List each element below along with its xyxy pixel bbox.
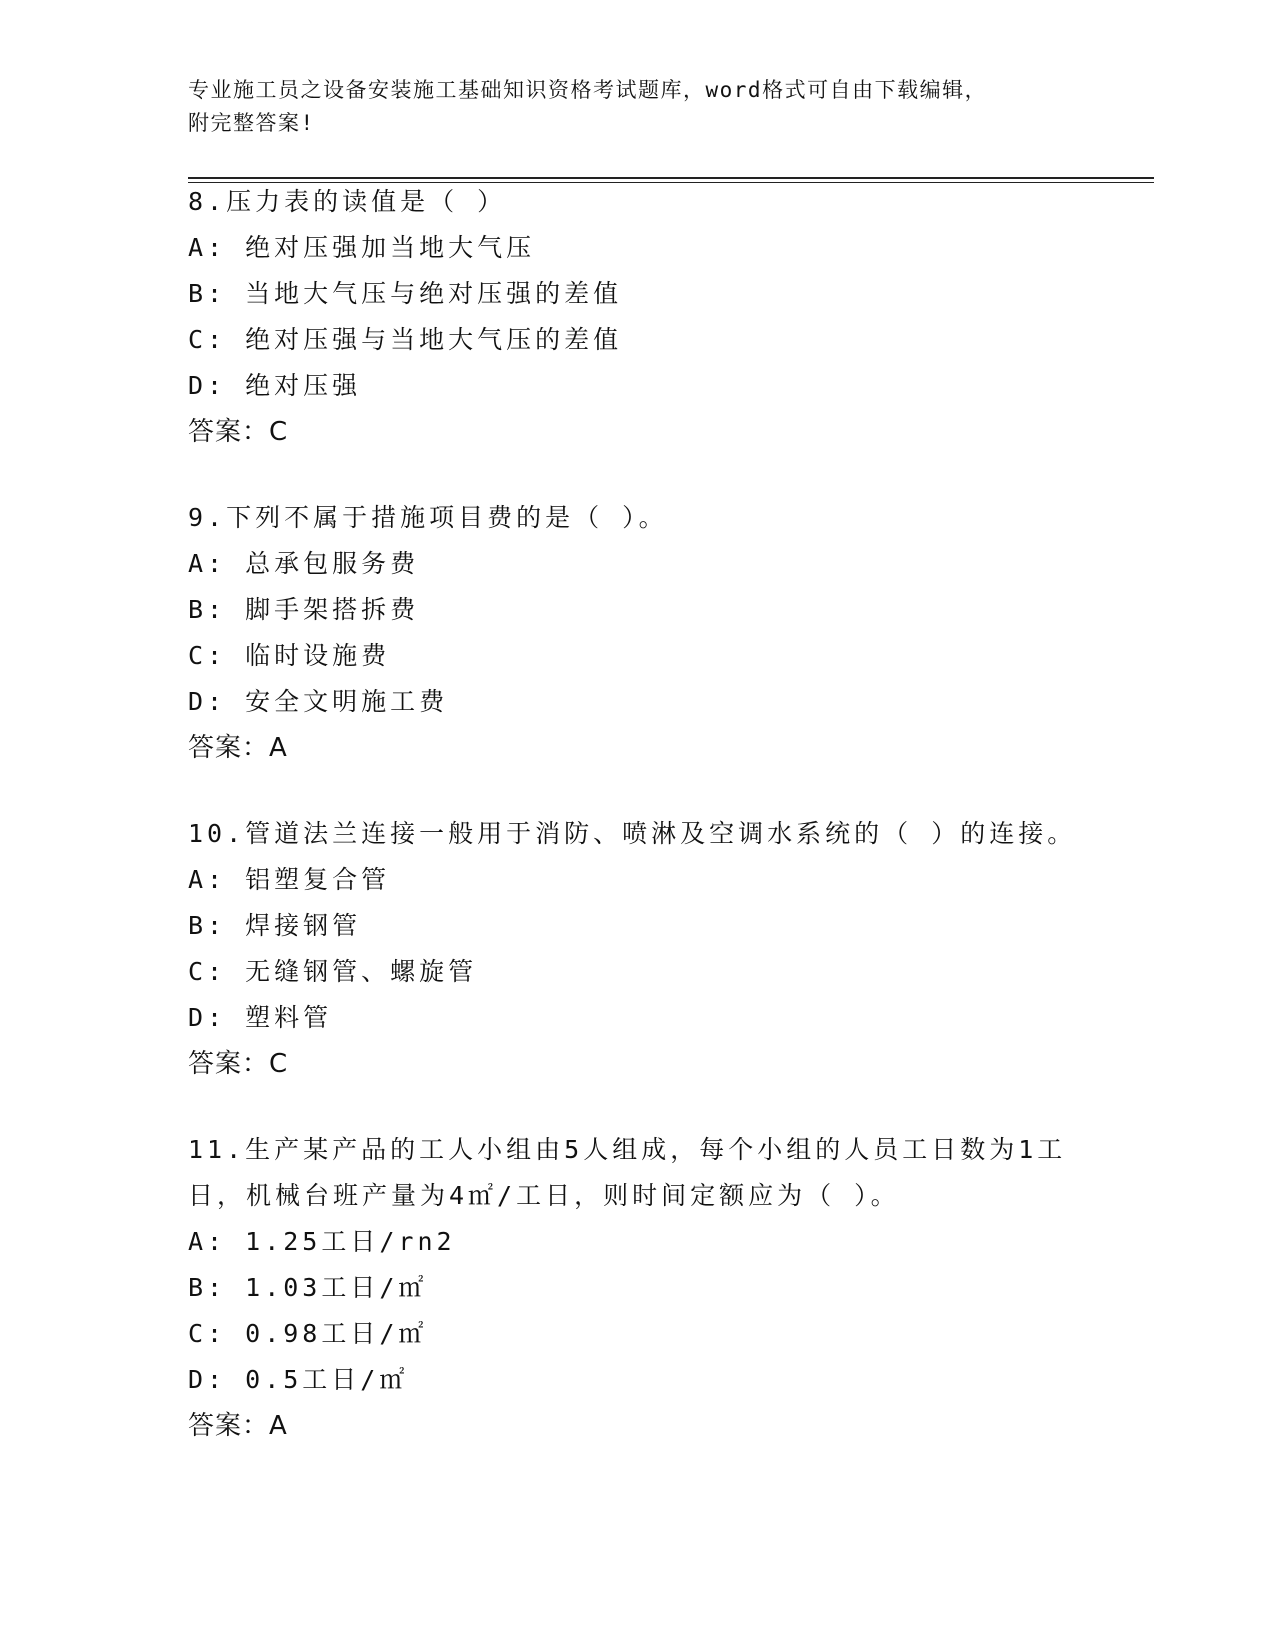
question-stem: 10.管道法兰连接一般用于消防、喷淋及空调水系统的（ ）的连接。 bbox=[188, 819, 1077, 848]
option-a: A: 铝塑复合管 bbox=[188, 865, 391, 894]
option-b: B: 当地大气压与绝对压强的差值 bbox=[188, 279, 623, 308]
header-line-2: 附完整答案! bbox=[188, 111, 315, 135]
option-a: A: 绝对压强加当地大气压 bbox=[188, 233, 536, 262]
question-stem: 8.压力表的读值是（ ） bbox=[188, 187, 507, 216]
option-b: B: 脚手架搭拆费 bbox=[188, 595, 420, 624]
question-block bbox=[188, 179, 1088, 455]
option-b: B: 1.03工日/㎡ bbox=[188, 1273, 428, 1302]
document-header bbox=[188, 74, 1068, 140]
answer-line: 答案：C bbox=[188, 1049, 289, 1079]
question-block bbox=[188, 811, 1088, 1087]
option-d: D: 安全文明施工费 bbox=[188, 687, 449, 716]
question-block bbox=[188, 1127, 1088, 1449]
question-stem-line-2: 日，机械台班产量为4㎡/工日，则时间定额应为（ ）。 bbox=[188, 1181, 900, 1210]
option-d: D: 塑料管 bbox=[188, 1003, 333, 1032]
option-b: B: 焊接钢管 bbox=[188, 911, 362, 940]
answer-line: 答案：A bbox=[188, 1411, 288, 1441]
question-stem: 9.下列不属于措施项目费的是（ ）。 bbox=[188, 503, 668, 532]
option-d: D: 绝对压强 bbox=[188, 371, 362, 400]
question-stem-line-1: 11.生产某产品的工人小组由5人组成，每个小组的人员工日数为1工 bbox=[188, 1135, 1067, 1164]
question-block bbox=[188, 495, 1088, 771]
option-a: A: 总承包服务费 bbox=[188, 549, 420, 578]
option-c: C: 临时设施费 bbox=[188, 641, 391, 670]
option-c: C: 0.98工日/㎡ bbox=[188, 1319, 428, 1348]
answer-line: 答案：C bbox=[188, 417, 289, 447]
answer-line: 答案：A bbox=[188, 733, 288, 763]
header-line-1: 专业施工员之设备安装施工基础知识资格考试题库，word格式可自由下载编辑， bbox=[188, 78, 988, 102]
option-d: D: 0.5工日/㎡ bbox=[188, 1365, 409, 1394]
option-a: A: 1.25工日/rn2 bbox=[188, 1227, 456, 1256]
option-c: C: 无缝钢管、螺旋管 bbox=[188, 957, 478, 986]
option-c: C: 绝对压强与当地大气压的差值 bbox=[188, 325, 623, 354]
